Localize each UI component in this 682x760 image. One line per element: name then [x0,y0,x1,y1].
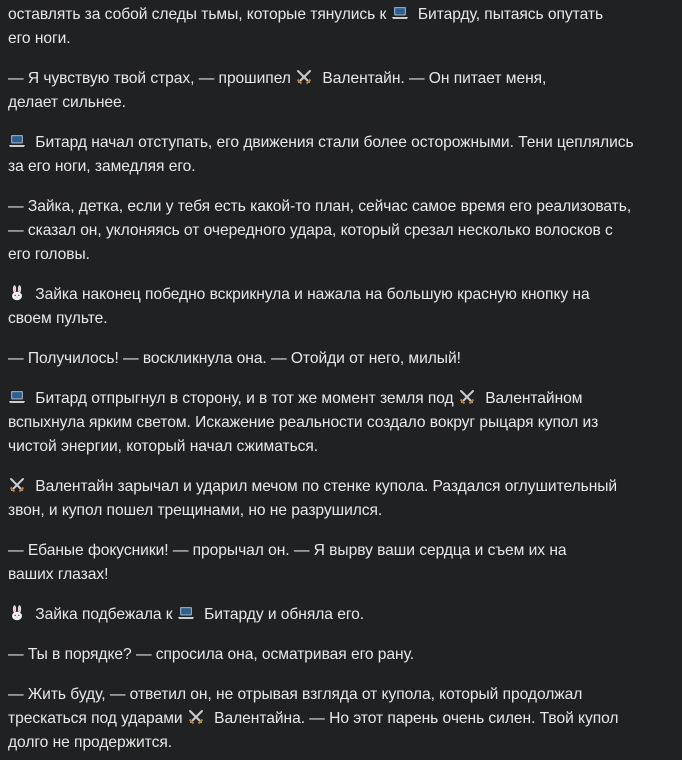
paragraph-text: Зайка подбежала к [31,606,177,623]
story-paragraph [8,683,676,755]
paragraph-text: Битард отпрыгнул в сторону, и в тот же момент земля под [31,390,458,407]
crossed-swords-icon [295,69,313,85]
paragraph-text: — Ебаные фокусники! — прорычал он. — Я вырву ваши сердца и съем их на ваших глазах! [8,542,567,583]
paragraph-text: Валентайна. — Но этот парень очень силен. Твой купол долго не продержится. [8,710,619,751]
story-paragraph [8,475,676,523]
story-paragraph [8,195,676,267]
paragraph-text: Валентайн. — Он питает меня, делает сильнее. [8,70,547,111]
laptop-icon [177,605,195,621]
paragraph-text: — Ты в порядке? — спросила она, осматривая его рану. [8,646,415,663]
laptop-icon [8,389,26,405]
story-paragraph [8,3,676,51]
story-paragraph [8,131,676,179]
crossed-swords-icon [458,389,476,405]
rabbit-icon [8,605,26,621]
story-paragraph [8,387,676,459]
story-paragraph [8,539,676,587]
story-paragraph [8,643,676,667]
paragraph-text: Битарду и обняла его. [199,606,365,623]
paragraph-text: — Зайка, детка, если у тебя есть какой-то план, сейчас самое время его реализовать, — сказал он, уклоняясь от очередного удара, который срезал несколько волосков с его головы. [8,198,632,263]
laptop-icon [8,133,26,149]
paragraph-text: Битард начал отступать, его движения стали более осторожными. Тени цеплялись за его ноги, замедляя его. [8,134,634,175]
story-paragraph [8,67,676,115]
story-paragraph [8,347,676,371]
paragraph-text: — Я чувствую твой страх, — прошипел [8,70,296,87]
story-paragraph [8,603,676,627]
paragraph-text: Битарду, пытаясь опутать его ноги. [8,6,604,47]
paragraph-text: оставлять за собой следы тьмы, которые тянулись к [8,6,391,23]
crossed-swords-icon [187,709,205,725]
crossed-swords-icon [8,477,26,493]
rabbit-icon [8,285,26,301]
paragraph-text: — Получилось! — воскликнула она. — Отойди от него, милый! [8,350,461,367]
paragraph-text: Валентайн зарычал и ударил мечом по стенке купола. Раздался оглушительный звон, и купол пошел трещинами, но не разрушился. [8,478,618,519]
paragraph-text: Зайка наконец победно вскрикнула и нажала на большую красную кнопку на своем пульте. [8,286,590,327]
paragraph-text: Валентайном вспыхнула ярким светом. Искажение реальности создало вокруг рыцаря купол из чистой энергии, который начал сжиматься. [8,390,599,455]
story-paragraph [8,283,676,331]
laptop-icon [391,5,409,21]
paragraph-text: — Жить буду, — ответил он, не отрывая взгляда от купола, который продолжал трескаться под ударами [8,686,583,727]
